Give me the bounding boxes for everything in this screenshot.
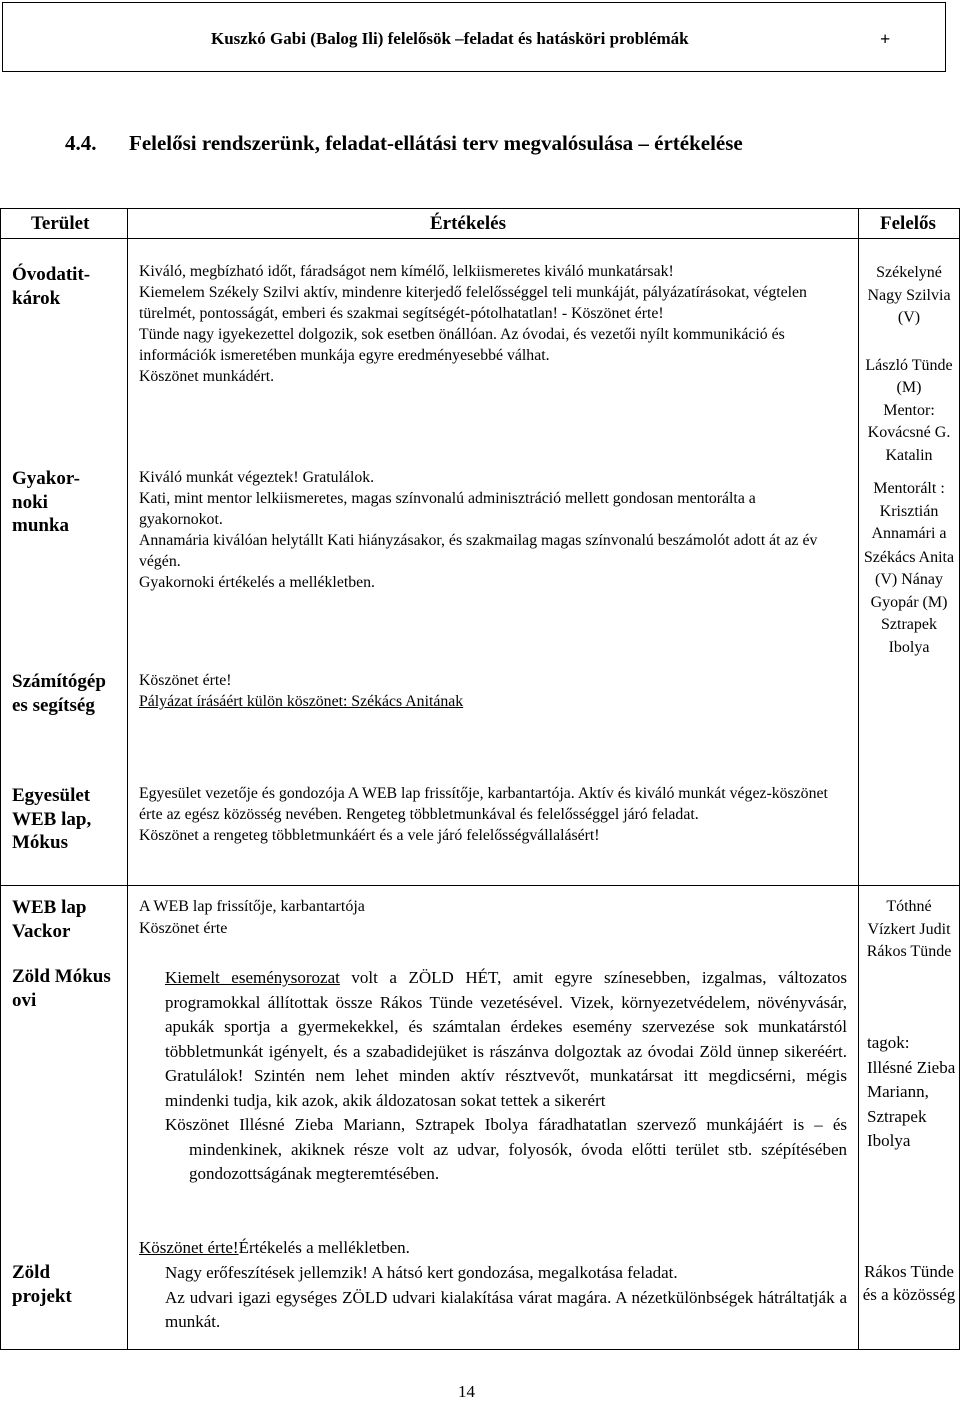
responsible-ovodatitkarok: [862, 262, 956, 659]
eval-text: Tünde nagy igyekezettel dolgozik, sok esetben önállóan. Az óvodai, és vezetői nyílt kommunikáció és információk ismeretében munkája egyre eredményesebbé válhat.: [139, 326, 785, 364]
eval-paragraph: [165, 966, 847, 1113]
eval-highlight: Köszönet érte!: [139, 1238, 239, 1257]
evaluation-gyakornoki: [139, 467, 819, 593]
header-area: Terület: [31, 213, 90, 234]
eval-text: Köszönet érte: [139, 920, 228, 937]
evaluation-ovodatitkarok: [139, 261, 855, 387]
eval-text: A WEB lap frissítője, karbantartója: [139, 898, 365, 915]
evaluation-zold-projekt: [165, 1261, 847, 1335]
area-egyesulet: Egyesület WEB lap, Mókus: [12, 785, 92, 853]
column-separator-2: [858, 208, 859, 1350]
eval-paragraph: Nagy erőfeszítések jellemzik! A hátsó kert gondozása, megalkotása feladat.: [165, 1263, 678, 1282]
area-zold-projekt: Zöld projekt: [12, 1262, 72, 1307]
row-separator: [0, 885, 960, 886]
responsible-name: Rákos Tünde: [866, 943, 952, 960]
evaluation-zold-ovi: [165, 966, 847, 1187]
eval-text: Kiváló, megbízható időt, fáradságot nem kímélő, lelkiismeretes kiváló munkatársak!: [139, 263, 674, 280]
responsible-name: tagok: Illésné Zieba Mariann, Sztrapek Ibolya: [867, 1033, 956, 1150]
section-number: 4.4.: [65, 131, 97, 155]
evaluation-weblap: [139, 896, 839, 940]
header-row-separator: [0, 238, 960, 239]
eval-text: Annamária kiválóan helytállt Kati hiányzásakor, és szakmailag magas színvonalú beszámolót adott át az év végén.: [139, 532, 818, 570]
eval-paragraph: Köszönet Illésné Zieba Mariann, Sztrapek Ibolya fáradhatatlan szervező munkájáért is – és mindenkinek, akiknek része volt az udvar, folyosók, óvoda előtti terület stb. szépítésében gondozottságának megteremtésében.: [165, 1115, 847, 1183]
responsible-weblap: [862, 896, 956, 964]
area-weblap: WEB lap Vackor: [12, 897, 87, 942]
eval-text: Kati, mint mentor lelkiismeretes, magas színvonalú adminisztráció mellett gondosan mentorálta a gyakornokot.: [139, 490, 756, 528]
area-zold-ovi: Zöld Mókus ovi: [12, 966, 111, 1011]
responsible-name: Székelyné Nagy Szilvia (V): [867, 264, 951, 326]
responsible-name: László Tünde (M): [865, 356, 953, 396]
header-responsible: Felelős: [880, 213, 936, 234]
responsible-name: Rákos Tünde és a közösség: [862, 1262, 956, 1304]
header-evaluation: Értékelés: [430, 213, 506, 234]
eval-text: Köszönet munkádért.: [139, 368, 275, 385]
eval-text: Értékelés a mellékletben.: [238, 1238, 410, 1257]
eval-paragraph: Az udvari igazi egységes ZÖLD udvari kialakítása várat magára. A nézetkülönbségek hátráltatják a munkát.: [165, 1287, 847, 1331]
table-border-bottom: [0, 1349, 960, 1350]
eval-text-underlined: Pályázat írásáért külön köszönet: Székács Anitának: [139, 693, 464, 710]
responsible-zold-ovi: [867, 1031, 959, 1154]
page-number: 14: [458, 1382, 475, 1401]
responsible-zold-projekt: [862, 1260, 956, 1306]
eval-highlight: Kiemelt eseménysorozat: [165, 968, 340, 987]
responsible-name: Tóthné Vízkert Judit: [867, 898, 951, 938]
area-szamitogep: Számítógép es segítség: [12, 671, 106, 716]
eval-paragraph: [139, 1236, 839, 1261]
eval-text: Köszönet érte!: [139, 672, 232, 689]
eval-text: Kiváló munkát végeztek! Gratulálok.: [139, 469, 375, 486]
evaluation-egyesulet: [139, 783, 839, 846]
section-title: [65, 131, 743, 156]
page-header: [2, 2, 946, 72]
responsible-name: Mentorált : Krisztián Annamári a: [871, 480, 947, 542]
evaluation-zold-ovi-footer: [139, 1236, 839, 1261]
area-ovodatitkarok: Óvodatit-károk: [12, 264, 91, 309]
area-gyakornoki: Gyakor-noki munka: [12, 468, 80, 536]
eval-text: Egyesület vezetője és gondozója A WEB lap frissítője, karbantartója. Aktív és kiváló munkát végez-köszönet érte az egész közösség nevében. Rengeteg többletmunkával és felelősséggel járó feladat.: [139, 785, 828, 823]
responsible-name: Mentor: Kovácsné G. Katalin: [867, 401, 951, 464]
responsible-name: Sztrapek Ibolya: [881, 616, 937, 656]
evaluation-szamitogep: [139, 670, 839, 712]
column-separator-1: [127, 208, 128, 1350]
section-title-text: Felelősi rendszerünk, feladat-ellátási terv megvalósulása – értékelése: [129, 131, 743, 155]
eval-text: Köszönet a rengeteg többletmunkáért és a vele járó felelősségvállalásért!: [139, 827, 600, 844]
table-border-top: [0, 208, 960, 209]
header-plus: +: [880, 29, 891, 49]
eval-text: volt a ZÖLD HÉT, amit egyre színesebben, izgalmas, változatos programokkal állítottak össze Rákos Tünde vezetésével. Vizek, környezetvédelem, növényvásár, apukák sportja a gyermekekkel, és számtalan érdekes esemény szervezése sok munkatárstól többletmunkát igényelt, és a szabadidejüket is rászánva dolgoztak az óvodai Zöld ünnep sikeréért. Gratulálok! Szintén nem lehet minden aktív résztvevőt, munkatársat itt megdicsérni, mégis mindenki tudja, kik azok, akik áldozatosan sokat tettek a sikerért: [165, 968, 848, 1110]
header-title: Kuszkó Gabi (Balog Ili) felelősök –feladat és hatásköri problémák: [211, 29, 689, 48]
table-border-left: [0, 208, 1, 1350]
eval-text: Kiemelem Székely Szilvi aktív, mindenre kiterjedő felelősséggel teli munkáját, pályázatírásokat, végtelen türelmét, pontosságát, emberi és szakmai segítségét-pótolhatatlan! - Köszönet érte!: [139, 284, 807, 322]
eval-text: Gyakornoki értékelés a mellékletben.: [139, 574, 375, 591]
responsible-name: Székács Anita (V) Nánay Gyopár (M): [863, 548, 955, 611]
